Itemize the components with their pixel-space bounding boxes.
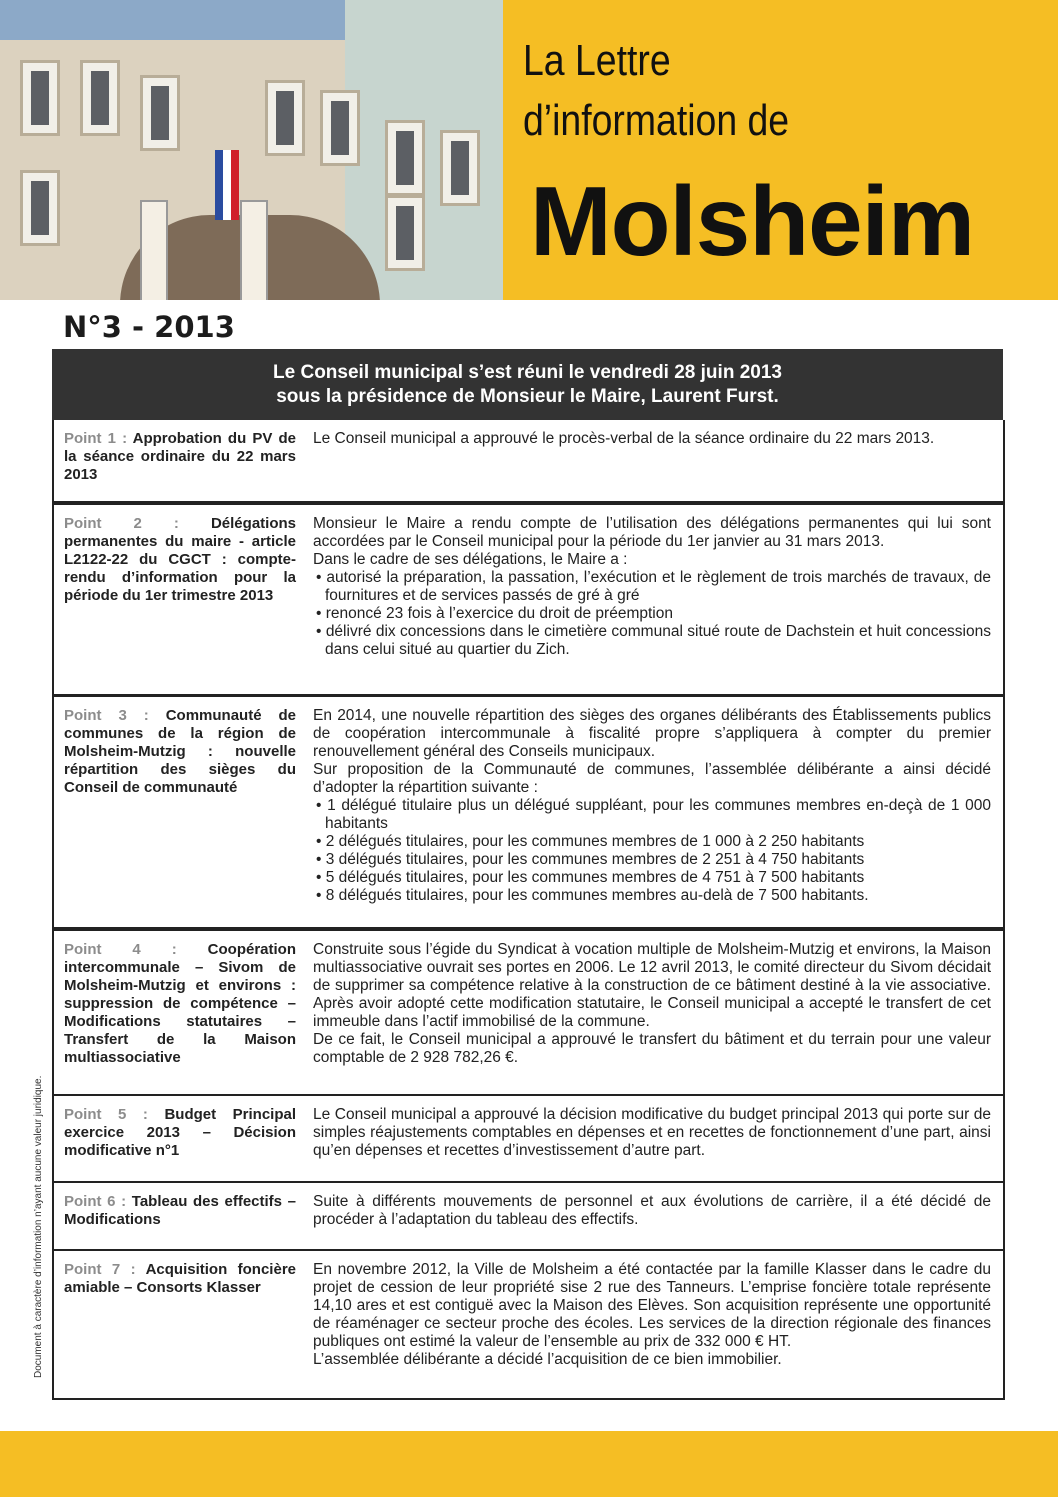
- town-hall-photo: [0, 0, 503, 300]
- point-5-body: Le Conseil municipal a approuvé la décision modificative du budget principal 2013 qui porte sur de simples réajustements comptables en dépenses et en recettes de fonctionnement d’une part, ainsi qu’en dépenses et recettes d’investissement d’autre part.: [313, 1106, 991, 1159]
- meeting-banner: [52, 349, 1003, 420]
- meeting-line1: Le Conseil municipal s’est réuni le vendredi 28 juin 2013: [273, 361, 782, 383]
- point-3-heading: Point 3 : Communauté de communes de la région de Molsheim-Mutzig : nouvelle répartition des sièges du Conseil de communauté: [64, 707, 296, 796]
- list-item: • 3 délégués titulaires, pour les communes membres de 2 251 à 4 750 habitants: [313, 851, 991, 869]
- point-1-heading: Point 1 : Approbation du PV de la séance ordinaire du 22 mars 2013: [64, 430, 296, 483]
- point-3-body: En 2014, une nouvelle répartition des sièges des organes délibérants des Établissements publics de coopération intercommunale à fiscalité propre s’appliquera à compter du premier renouvellement général des Conseils municipaux. Sur proposition de la Communauté de communes, l’assemblée délibérante a ainsi décidé d’adopter la répartition suivante : • 1 délégué titulaire plus un délégué suppléant, pour les communes membres en-deçà de 1 000 habitants • 2 délégués titulaires, pour les communes membres de 1 000 à 2 250 habitants • 3 délégués titulaires, pour les communes membres de 2 251 à 4 750 habitants • 5 délégués titulaires, pour les communes membres de 4 751 à 7 500 habitants • 8 délégués titulaires, pour les communes membres au-delà de 7 500 habitants.: [313, 707, 991, 905]
- point-4-heading: Point 4 : Coopération intercommunale – Sivom de Molsheim-Mutzig et environs : suppression de compétence – Modifications statutaires – Transfert de la Maison multiassociative: [64, 941, 297, 1066]
- masthead-town: Molsheim: [530, 166, 974, 276]
- list-item: • renoncé 23 fois à l’exercice du droit de préemption: [313, 605, 991, 623]
- footer-bar: [0, 1431, 1058, 1497]
- list-item: • 2 délégués titulaires, pour les communes membres de 1 000 à 2 250 habitants: [313, 833, 991, 851]
- french-flag-icon: [215, 150, 239, 220]
- point-1: [52, 420, 1005, 503]
- point-7-body: En novembre 2012, la Ville de Molsheim a été contactée par la famille Klasser dans le cadre du projet de cession de leur propriété sise 2 rue des Tanneurs. L’emprise foncière totale représente 14,10 ares et est contiguë avec la Maison des Elèves. Son acquisition représente une opportunité de réaménager ce secteur proche des écoles. Les services de la direction régionale des finances publiques ont estimé la valeur de l’ensemble au prix de 332 000 € HT. L’assemblée délibérante a décidé l’acquisition de ce bien immobilier.: [313, 1261, 991, 1368]
- meeting-line2: sous la présidence de Monsieur le Maire, Laurent Furst.: [276, 385, 779, 407]
- point-2: [52, 503, 1005, 696]
- point-7: [52, 1249, 1005, 1400]
- legal-note: Document à caractère d’information n’ayant aucune valeur juridique.: [33, 1075, 44, 1378]
- point-7-heading: Point 7 : Acquisition foncière amiable – Consorts Klasser: [64, 1261, 297, 1296]
- point-5: [52, 1094, 1005, 1183]
- point-4: [52, 929, 1005, 1096]
- list-item: • délivré dix concessions dans le cimetière communal situé route de Dachstein et huit concessions dans celui situé au quartier du Zich.: [313, 623, 991, 659]
- point-2-heading: Point 2 : Délégations permanentes du maire - article L2122-22 du CGCT : compte-rendu d’information pour la période du 1er trimestre 2013: [64, 515, 296, 604]
- point-2-body: Monsieur le Maire a rendu compte de l’utilisation des délégations permanentes qui lui sont accordées par le Conseil municipal pour la période du 1er janvier au 31 mars 2013. Dans le cadre de ses délégations, le Maire a : • autorisé la préparation, la passation, l’exécution et le règlement de trois marchés de travaux, de fournitures et de services passés de gré à gré • renoncé 23 fois à l’exercice du droit de préemption • délivré dix concessions dans le cimetière communal situé route de Dachstein et huit concessions dans celui situé au quartier du Zich.: [313, 515, 991, 659]
- point-1-body: Le Conseil municipal a approuvé le procès-verbal de la séance ordinaire du 22 mars 2013.: [313, 430, 935, 447]
- masthead-line1: La Lettre: [523, 36, 671, 85]
- issue-number: N°3 - 2013: [63, 310, 235, 344]
- list-item: • 8 délégués titulaires, pour les communes membres au-delà de 7 500 habitants.: [313, 887, 991, 905]
- list-item: • 1 délégué titulaire plus un délégué suppléant, pour les communes membres en-deçà de 1 000 habitants: [313, 797, 991, 833]
- list-item: • autorisé la préparation, la passation, l’exécution et le règlement de trois marchés de travaux, de fournitures et de services passés de gré à gré: [313, 569, 991, 605]
- point-5-heading: Point 5 : Budget Principal exercice 2013 – Décision modificative n°1: [64, 1106, 296, 1159]
- point-6-heading: Point 6 : Tableau des effectifs – Modifications: [64, 1193, 296, 1228]
- point-3: [52, 695, 1005, 929]
- point-6: [52, 1181, 1005, 1251]
- masthead-line2: d’information de: [523, 96, 790, 145]
- point-4-body: Construite sous l’égide du Syndicat à vocation multiple de Molsheim-Mutzig et environs, la Maison multiassociative ouvrait ses portes en 2006. Le 12 avril 2013, le comité directeur du Sivom décidait de supprimer sa compétence relative à la construction de ce bâtiment destiné à la vie associative. Après avoir adopté cette modification statutaire, le Conseil municipal a accepté le transfert de cet immeuble dans l’actif immobilisé de la commune. De ce fait, le Conseil municipal a approuvé le transfert du bâtiment et du terrain pour une valeur comptable de 2 928 782,26 €.: [313, 941, 991, 1066]
- list-item: • 5 délégués titulaires, pour les communes membres de 4 751 à 7 500 habitants: [313, 869, 991, 887]
- point-6-body: Suite à différents mouvements de personnel et aux évolutions de carrière, il a été décidé de procéder à l’adaptation du tableau des effectifs.: [313, 1193, 991, 1228]
